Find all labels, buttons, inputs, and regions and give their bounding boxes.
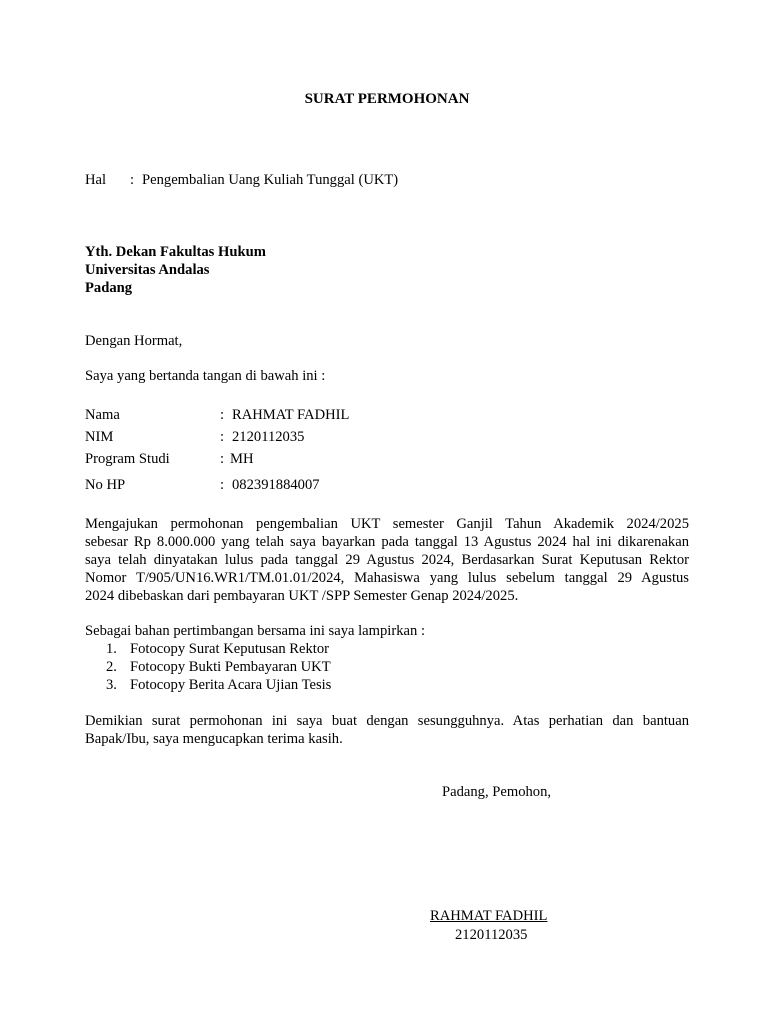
place-sender: Padang, Pemohon, [442, 784, 552, 800]
intro-text: Saya yang bertanda tangan di bawah ini : [85, 368, 326, 384]
paragraph-line: sebesar Rp 8.000.000 yang telah saya bayarkan pada tanggal 13 Agustus 2024 hal ini dikarenakan [85, 534, 689, 550]
paragraph-line: Demikian surat permohonan ini saya buat dengan sesungguhnya. Atas perhatian dan bantuan [85, 713, 689, 729]
identity-value-phone: 082391884007 [232, 477, 320, 493]
list-item-number: 3. [106, 677, 117, 693]
paragraph-line: saya telah dinyatakan lulus pada tanggal 29 Agustus 2024, Berdasarkan Surat Keputusan Rektor [85, 552, 689, 568]
paragraph-line: Nomor T/905/UN16.WR1/TM.01.01/2024, Mahasiswa yang lulus sebelum tanggal 29 Agustus [85, 570, 689, 586]
subject-label: Hal [85, 172, 107, 188]
recipient-line: Universitas Andalas [85, 262, 210, 278]
greeting: Dengan Hormat, [85, 333, 183, 349]
identity-label-phone: No HP [85, 477, 126, 493]
identity-value-program: MH [230, 451, 254, 467]
subject-colon: : [130, 172, 135, 188]
identity-label-name: Nama [85, 407, 120, 423]
recipient-block [85, 243, 266, 297]
list-item-number: 2. [106, 659, 117, 675]
paragraph-line: Mengajukan permohonan pengembalian UKT semester Ganjil Tahun Akademik 2024/2025 [85, 516, 689, 532]
recipient-line: Padang [85, 280, 133, 296]
attachments-intro: Sebagai bahan pertimbangan bersama ini saya lampirkan : [85, 623, 425, 639]
identity-colon: : [220, 429, 225, 445]
list-item-text: Fotocopy Surat Keputusan Rektor [130, 641, 330, 657]
identity-colon: : [220, 451, 225, 467]
identity-value-nim: 2120112035 [232, 429, 305, 445]
recipient-line: Yth. Dekan Fakultas Hukum [85, 244, 266, 260]
paragraph-line: Bapak/Ibu, saya mengucapkan terima kasih. [85, 731, 343, 747]
signature-nim: 2120112035 [455, 927, 528, 943]
page-title: SURAT PERMOHONAN [304, 91, 470, 107]
signature-name: RAHMAT FADHIL [430, 908, 548, 924]
subject-value: Pengembalian Uang Kuliah Tunggal (UKT) [142, 172, 399, 188]
identity-value-name: RAHMAT FADHIL [232, 407, 350, 423]
closing-paragraph [85, 712, 689, 748]
list-item-number: 1. [106, 641, 117, 657]
identity-colon: : [220, 407, 225, 423]
identity-label-program: Program Studi [85, 451, 170, 467]
identity-colon: : [220, 477, 225, 493]
paragraph-line: 2024 dibebaskan dari pembayaran UKT /SPP Semester Genap 2024/2025. [85, 588, 519, 604]
body-paragraph [85, 515, 689, 605]
identity-label-nim: NIM [85, 429, 114, 445]
list-item-text: Fotocopy Berita Acara Ujian Tesis [130, 677, 332, 693]
list-item-text: Fotocopy Bukti Pembayaran UKT [130, 659, 331, 675]
